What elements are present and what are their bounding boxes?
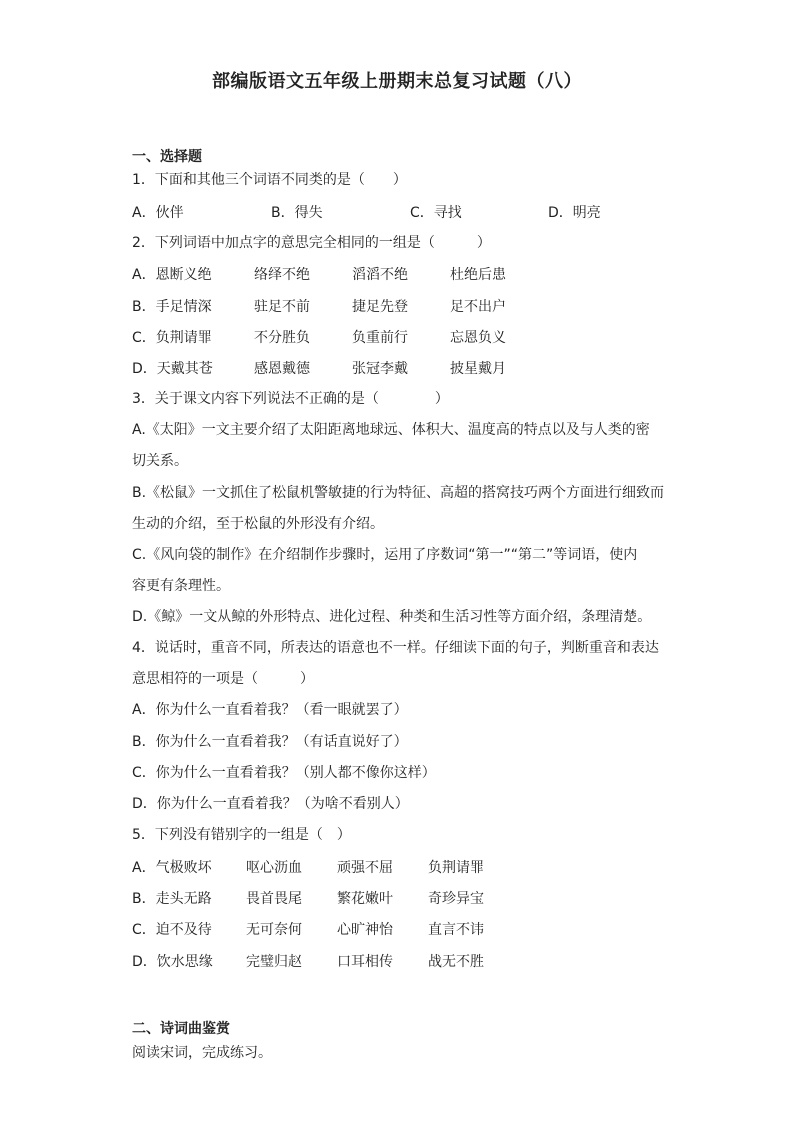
- page-title: 部编版语文五年级上册期末总复习试题（八）: [212, 71, 582, 92]
- question-3-text-line: C.《风向袋的制作》在介绍制作步骤时，运用了序数词“第一”“第二”等词语，使内: [132, 547, 638, 563]
- question-5-stem: 5．下列没有错别字的一组是（ ）: [132, 827, 351, 843]
- word-cell: 杜绝后患: [450, 267, 506, 283]
- question-2-stem: 2．下列词语中加点字的意思完全相同的一组是（ ）: [132, 235, 491, 251]
- word-cell: 直言不讳: [428, 922, 484, 938]
- option-b: B．得失: [271, 205, 323, 221]
- question-3-text-line: 切关系。: [132, 453, 188, 469]
- word-cell: 络绎不绝: [254, 267, 310, 283]
- word-cell: A．恩断义绝: [132, 267, 212, 283]
- option-d: D．明亮: [548, 205, 601, 221]
- word-cell: D．天戴其苍: [132, 361, 213, 377]
- question-4-stem-cont: 意思相符的一项是（ ）: [132, 671, 314, 687]
- option-a: A．伙伴: [132, 205, 184, 221]
- word-cell: 完璧归赵: [246, 954, 302, 970]
- word-cell: 张冠李戴: [352, 361, 408, 377]
- word-cell: 奇珍异宝: [428, 891, 484, 907]
- section-heading-poetry: 二、诗词曲鉴赏: [132, 1021, 230, 1037]
- question-3-text-line: B.《松鼠》一文抓住了松鼠机警敏捷的行为特征、高超的搭窝技巧两个方面进行细致而: [132, 485, 665, 501]
- word-cell: 感恩戴德: [254, 361, 310, 377]
- word-cell: 无可奈何: [246, 922, 302, 938]
- word-cell: 心旷神怡: [337, 922, 393, 938]
- question-2-row-c: [132, 327, 652, 347]
- word-cell: 顽强不屈: [337, 860, 393, 876]
- word-cell: 足不出户: [450, 299, 506, 315]
- question-1-options: [132, 202, 652, 222]
- question-4-option: B．你为什么一直看着我？（有话直说好了）: [132, 734, 408, 750]
- question-2-row-d: [132, 358, 652, 378]
- question-3-text-line: D.《鲸》一文从鲸的外形特点、进化过程、种类和生活习性等方面介绍，条理清楚。: [132, 609, 652, 625]
- question-2-row-a: [132, 264, 652, 284]
- question-4-stem: 4．说话时，重音不同，所表达的语意也不一样。仔细读下面的句子，判断重音和表达: [132, 640, 659, 656]
- section-heading-choice: 一、选择题: [132, 149, 202, 165]
- word-cell: B．走头无路: [132, 891, 212, 907]
- section-2-intro: 阅读宋词，完成练习。: [132, 1045, 272, 1061]
- question-3-stem: 3．关于课文内容下列说法不正确的是（ ）: [132, 391, 449, 407]
- question-5-row-b: [132, 888, 652, 908]
- word-cell: D．饮水思缘: [132, 954, 213, 970]
- word-cell: 驻足不前: [254, 299, 310, 315]
- word-cell: 口耳相传: [337, 954, 393, 970]
- question-5-row-a: [132, 857, 652, 877]
- word-cell: 不分胜负: [254, 330, 310, 346]
- question-3-text-line: 容更有条理性。: [132, 578, 230, 594]
- word-cell: C．负荆请罪: [132, 330, 212, 346]
- word-cell: 战无不胜: [428, 954, 484, 970]
- word-cell: 呕心沥血: [246, 860, 302, 876]
- word-cell: 负重前行: [352, 330, 408, 346]
- question-3-text-line: 生动的介绍，至于松鼠的外形没有介绍。: [132, 516, 384, 532]
- question-4-option: A．你为什么一直看着我？（看一眼就罢了）: [132, 702, 408, 718]
- word-cell: A．气极败坏: [132, 860, 212, 876]
- option-c: C．寻找: [410, 205, 462, 221]
- word-cell: 披星戴月: [450, 361, 506, 377]
- word-cell: 畏首畏尾: [246, 891, 302, 907]
- word-cell: B．手足情深: [132, 299, 212, 315]
- question-4-option: C．你为什么一直看着我？（别人都不像你这样）: [132, 765, 436, 781]
- word-cell: 忘恩负义: [450, 330, 506, 346]
- word-cell: 滔滔不绝: [352, 267, 408, 283]
- question-3-text-line: A.《太阳》一文主要介绍了太阳距离地球远、体积大、温度高的特点以及与人类的密: [132, 422, 650, 438]
- word-cell: 负荆请罪: [428, 860, 484, 876]
- question-2-row-b: [132, 296, 652, 316]
- word-cell: 繁花嫩叶: [337, 891, 393, 907]
- question-1-stem: 1．下面和其他三个词语不同类的是（ ）: [132, 172, 407, 188]
- question-5-row-c: [132, 919, 652, 939]
- question-5-row-d: [132, 951, 652, 971]
- word-cell: C．迫不及待: [132, 922, 212, 938]
- word-cell: 捷足先登: [352, 299, 408, 315]
- question-4-option: D．你为什么一直看着我？（为啥不看别人）: [132, 796, 409, 812]
